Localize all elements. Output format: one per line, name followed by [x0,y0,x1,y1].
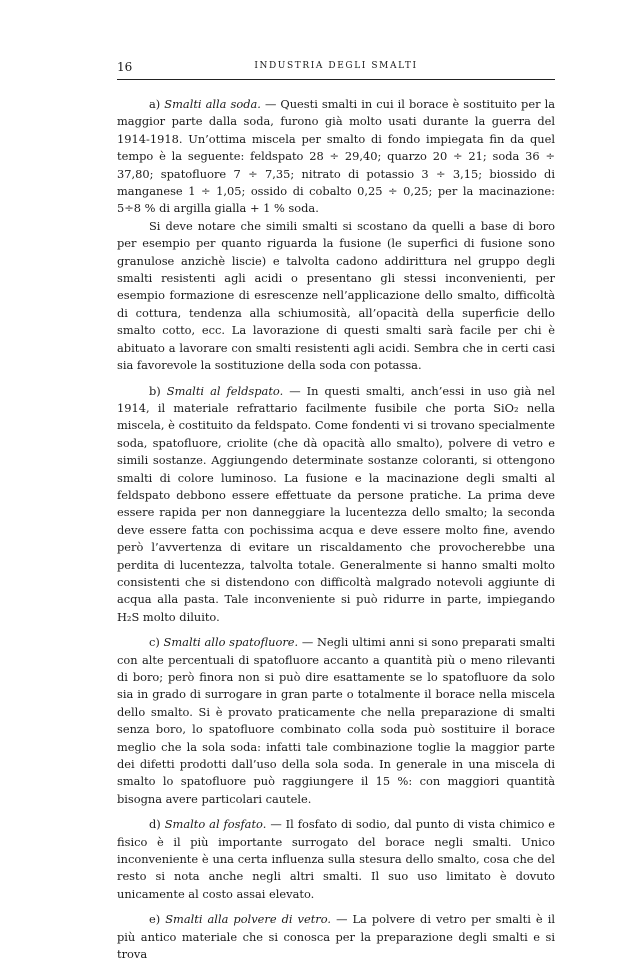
paragraph-text: — Negli ultimi anni si sono preparati smalti con alte percentuali di spatofluore accanto a quantità più o meno rilevanti di boro; però finora non si può dire esattamente se lo spatofluore da solo sia in grado di surrogare in gran parte o totalmente il borace nella miscela dello smalto. Si è provato praticamente che nella preparazione di smalti senza boro, lo spatofluore combinato colla soda può sostituire il borace meglio che la sola soda: infatti tale combinazione toglie la maggior parte dei difetti prodotti dall’uso della sola soda. In generale in una miscela di smalto lo spatofluore può raggiungere il 15 %: con maggiori quantità bisogna avere particolari cautele. [117,635,555,806]
paragraph-text: — In questi smalti, anch’essi in uso già nel 1914, il materiale refrattario facilmente fusibile che porta SiO₂ nella miscela, è costituito da feldspato. Come fondenti vi si trovano specialmente soda, spatofluore, criolite (che dà opacità allo smalto), polvere di vetro e simili sostanze. Aggiungendo determinate sostanze coloranti, si ottengono smalti di colore luminoso. La fusione e la macinazione degli smalti al feldspato debbono essere effettuate da persone pratiche. La prima deve essere rapida per non danneggiare la lucentezza dello smalto; la seconda deve essere fatta con pochissima acqua e deve essere molto fine, avendo però l’avvertenza di evitare un riscaldamento che provocherebbe una perdita di lucentezza, talvolta totale. Generalmente si hanno smalti molto consistenti che si distendono con difficoltà malgrado notevoli aggiunte di acqua alla pasta. Tale inconveniente si può ridurre in parte, impiegando H₂S molto diluito. [117,383,556,624]
paragraph-text: — Il fosfato di sodio, dal punto di vista chimico e fisico è il più importante surrogato del borace negli smalti. Unico inconveniente è una certa influenza sulla stesura dello smalto, cosa che del resto si nota anche negli altri smalti. Il suo uso limitato è dovuto unicamente al costo assai elevato. [117,817,556,901]
paragraph-smalti-al-feldspato [117,383,555,627]
paragraph-smalto-al-fosfato [117,816,555,903]
paragraph-text: Si deve notare che simili smalti si scostano da quelli a base di boro per esempio per quanto riguarda la fusione (le superfici di fusione sono granulose anzichè liscie) e talvolta cadono addirittura nel gruppo degli smalti resistenti agli acidi o presentano gli stessi inconvenienti, per esempio formazione di esrescenze nell’applicazione dello smalto, difficoltà di cottura, tendenza alla schiumosità, all’opacità della superficie dello smalto cotto, ecc. La lavorazione di questi smalti sarà facile per chi è abituato a lavorare con smalti resistenti agli acidi. Sembra che in certi casi sia favorevole la sostituzione della soda con potassa. [117,218,555,373]
paragraph-text: — Questi smalti in cui il borace è sostituito per la maggior parte dalla soda, furono già molto usati durante la guerra del 1914-1918. Un’ottima miscela per smalto di fondo impiegata fin da quel tempo è la seguente: feldspato 28 ÷ 29,40; quarzo 20 ÷ 21; soda 36 ÷ 37,80; spatofluore 7 ÷ 7,35; nitrato di potassio 3 ÷ 3,15; biossido di manganese 1 ÷ 1,05; ossido di cobalto 0,25 ÷ 0,25; per la macinazione: 5÷8 % di argilla gialla + 1 % soda. [117,97,556,216]
section-title: Smalti alla soda. [164,97,261,111]
section-title: Smalti alla polvere di vetro. [165,912,332,927]
section-label: e) [149,912,161,927]
section-label: a) [149,97,161,111]
paragraph-smalti-alla-soda [117,96,555,218]
running-title: INDUSTRIA DEGLI SMALTI [254,61,418,71]
section-label: d) [149,817,161,832]
section-title: Smalti allo spatofluore. [163,635,299,650]
section-title: Smalti al feldspato. [166,383,284,398]
paragraph-smalti-alla-polvere-di-vetro [117,911,555,963]
section-label: b) [149,383,161,398]
section-label: c) [149,635,160,650]
page-header [117,60,555,78]
paragraph-smalti-allo-spatofluore [117,634,555,808]
section-title: Smalto al fosfato. [164,817,267,832]
header-rule [117,79,555,80]
paragraph-text: — La polvere di vetro per smalti è il più antico materiale che si conosca per la preparazione degli smalti e si trova [117,912,555,962]
paragraph-notes-on-soda-enamels [117,218,555,375]
body-text [117,96,555,964]
page-number: 16 [117,60,133,74]
